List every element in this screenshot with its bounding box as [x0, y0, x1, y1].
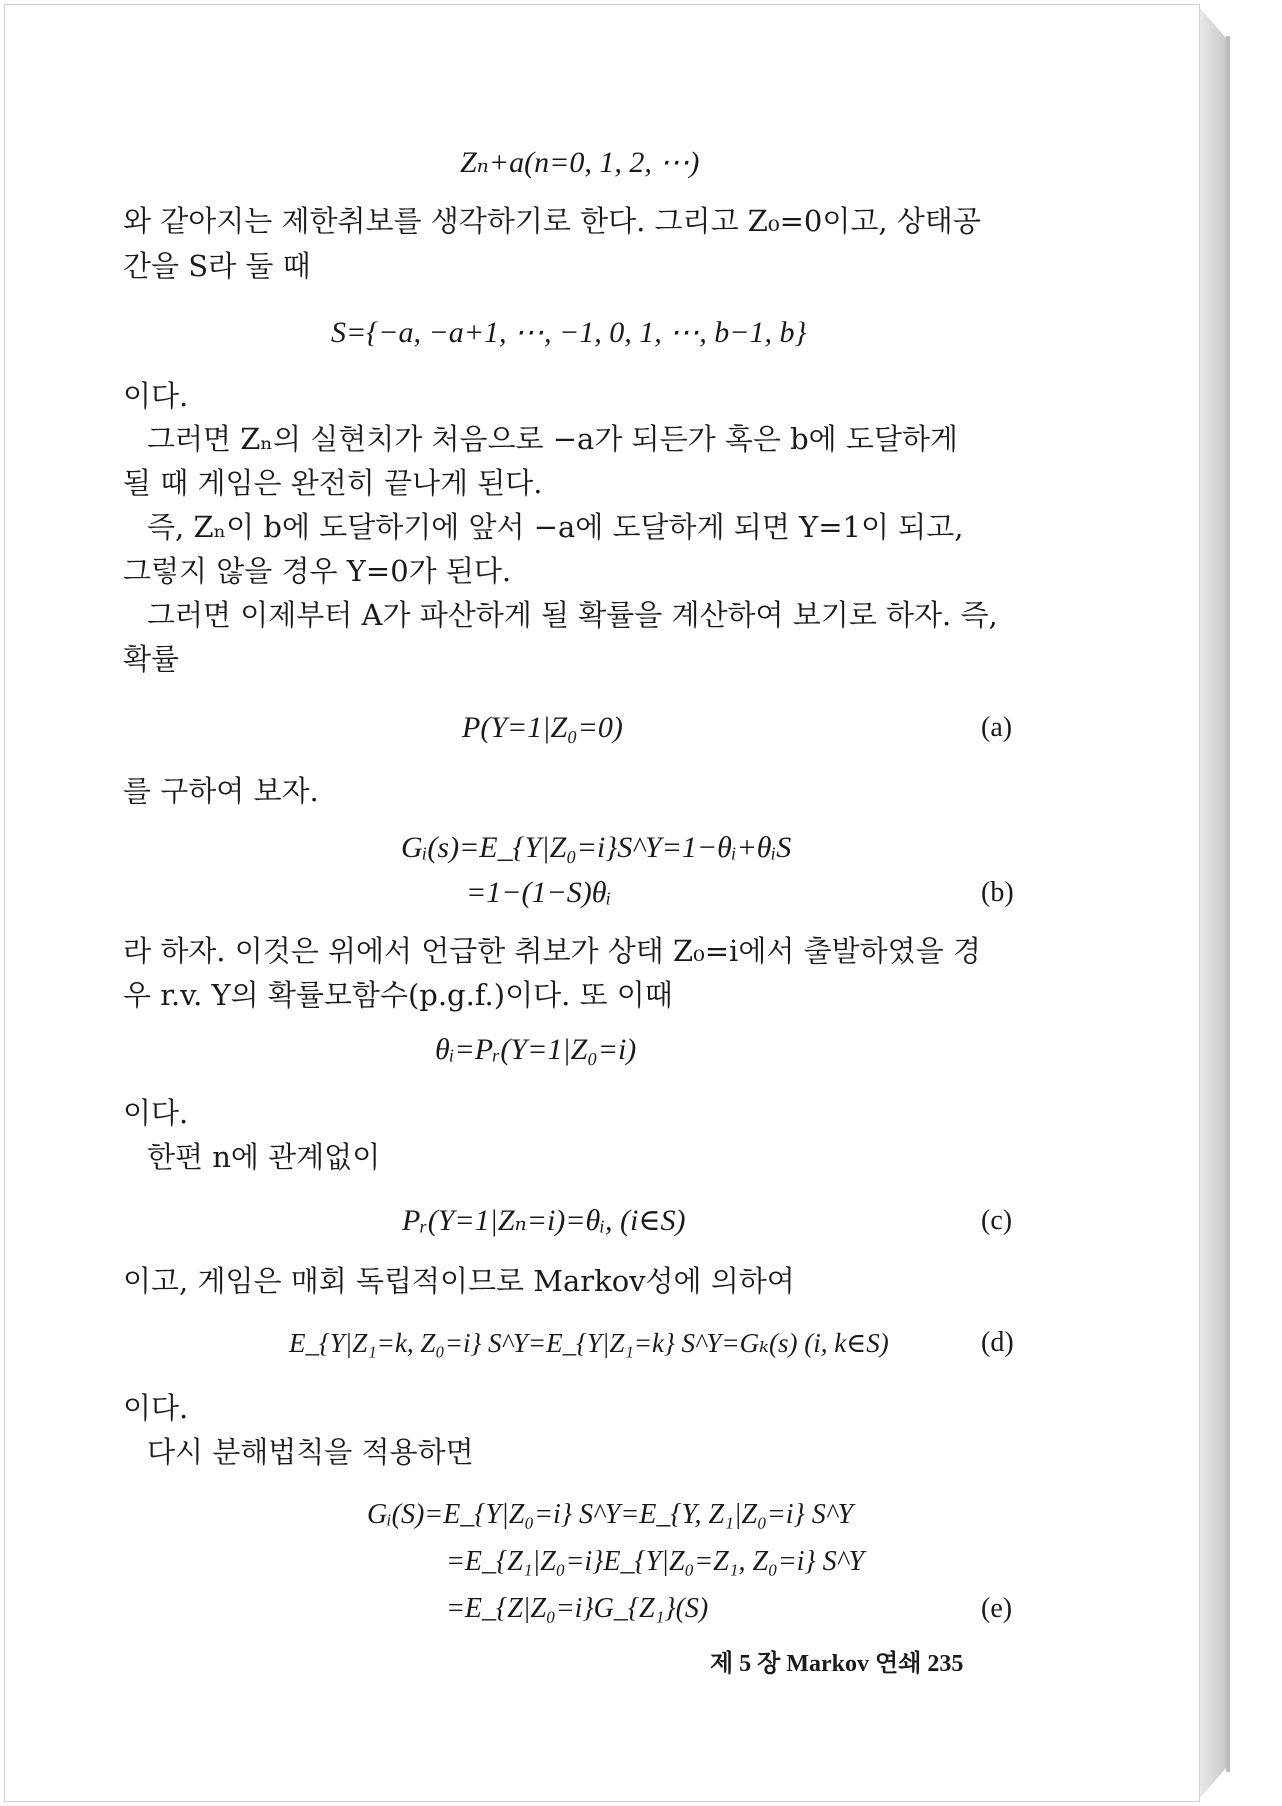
- equation-theta: θᵢ=Pᵣ(Y=1|Z₀=i): [435, 1033, 637, 1066]
- paragraph-line: 다시 분해법칙을 적용하면: [147, 1435, 474, 1469]
- equation-e-line1: Gᵢ(S)=E_{Y|Z₀=i} S^Y=E_{Y, Z₁|Z₀=i} S^Y: [367, 1499, 854, 1530]
- paragraph-line: 이다.: [123, 1391, 189, 1425]
- equation-tag: (d): [981, 1327, 1014, 1358]
- page-stack-side: [1200, 8, 1226, 1798]
- equation-c: Pᵣ(Y=1|Zₙ=i)=θᵢ, (i∈S): [402, 1204, 686, 1237]
- paragraph-line: 그러면 이제부터 A가 파산하게 될 확률을 계산하여 보기로 하자. 즉,: [147, 598, 998, 632]
- page-stack-edge: [1226, 36, 1230, 1772]
- book-page: [4, 4, 1200, 1802]
- equation-state-space: S={−a, −a+1, ⋯, −1, 0, 1, ⋯, b−1, b}: [331, 316, 807, 349]
- paragraph-line: 라 하자. 이것은 위에서 언급한 취보가 상태 Z₀=i에서 출발하였을 경: [123, 934, 981, 968]
- paragraph-line: 이다.: [123, 379, 189, 413]
- paragraph-line: 를 구하여 보자.: [123, 774, 319, 808]
- equation-tag: (e): [981, 1593, 1013, 1624]
- equation-b-line2: =1−(1−S)θᵢ: [466, 876, 612, 909]
- paragraph-line: 간을 S라 둘 때: [123, 249, 311, 283]
- page-footer: 제 5 장 Markov 연쇄 235: [710, 1651, 964, 1677]
- equation-zn-plus-a: Zₙ+a(n=0, 1, 2, ⋯): [460, 146, 700, 179]
- equation-tag: (a): [981, 712, 1013, 743]
- equation-tag: (c): [981, 1205, 1013, 1236]
- equation-b-line1: Gᵢ(s)=E_{Y|Z₀=i}S^Y=1−θᵢ+θᵢS: [401, 831, 792, 864]
- equation-e-line2: =E_{Z₁|Z₀=i}E_{Y|Z₀=Z₁, Z₀=i} S^Y: [446, 1546, 865, 1577]
- equation-tag: (b): [981, 877, 1014, 908]
- equation-d: E_{Y|Z₁=k, Z₀=i} S^Y=E_{Y|Z₁=k} S^Y=Gₖ(s) (i, k∈S): [289, 1328, 889, 1358]
- paragraph-line: 한편 n에 관계없이: [147, 1140, 381, 1174]
- paragraph-line: 이고, 게임은 매회 독립적이므로 Markov성에 의하여: [123, 1264, 795, 1298]
- equation-a: P(Y=1|Z₀=0): [462, 711, 623, 744]
- paragraph-line: 우 r.v. Y의 확률모함수(p.g.f.)이다. 또 이때: [123, 978, 673, 1012]
- paragraph-line: 될 때 게임은 완전히 끝나게 된다.: [123, 466, 543, 500]
- paragraph-line: 그렇지 않을 경우 Y=0가 된다.: [123, 554, 512, 588]
- paragraph-line: 확률: [123, 642, 180, 676]
- paragraph-line: 와 같아지는 제한취보를 생각하기로 한다. 그리고 Z₀=0이고, 상태공: [123, 204, 981, 238]
- equation-e-line3: =E_{Z|Z₀=i}G_{Z₁}(S): [446, 1593, 709, 1624]
- paragraph-line: 즉, Zₙ이 b에 도달하기에 앞서 −a에 도달하게 되면 Y=1이 되고,: [147, 510, 964, 544]
- paragraph-line: 그러면 Zₙ의 실현치가 처음으로 −a가 되든가 혹은 b에 도달하게: [147, 422, 958, 456]
- paragraph-line: 이다.: [123, 1096, 189, 1130]
